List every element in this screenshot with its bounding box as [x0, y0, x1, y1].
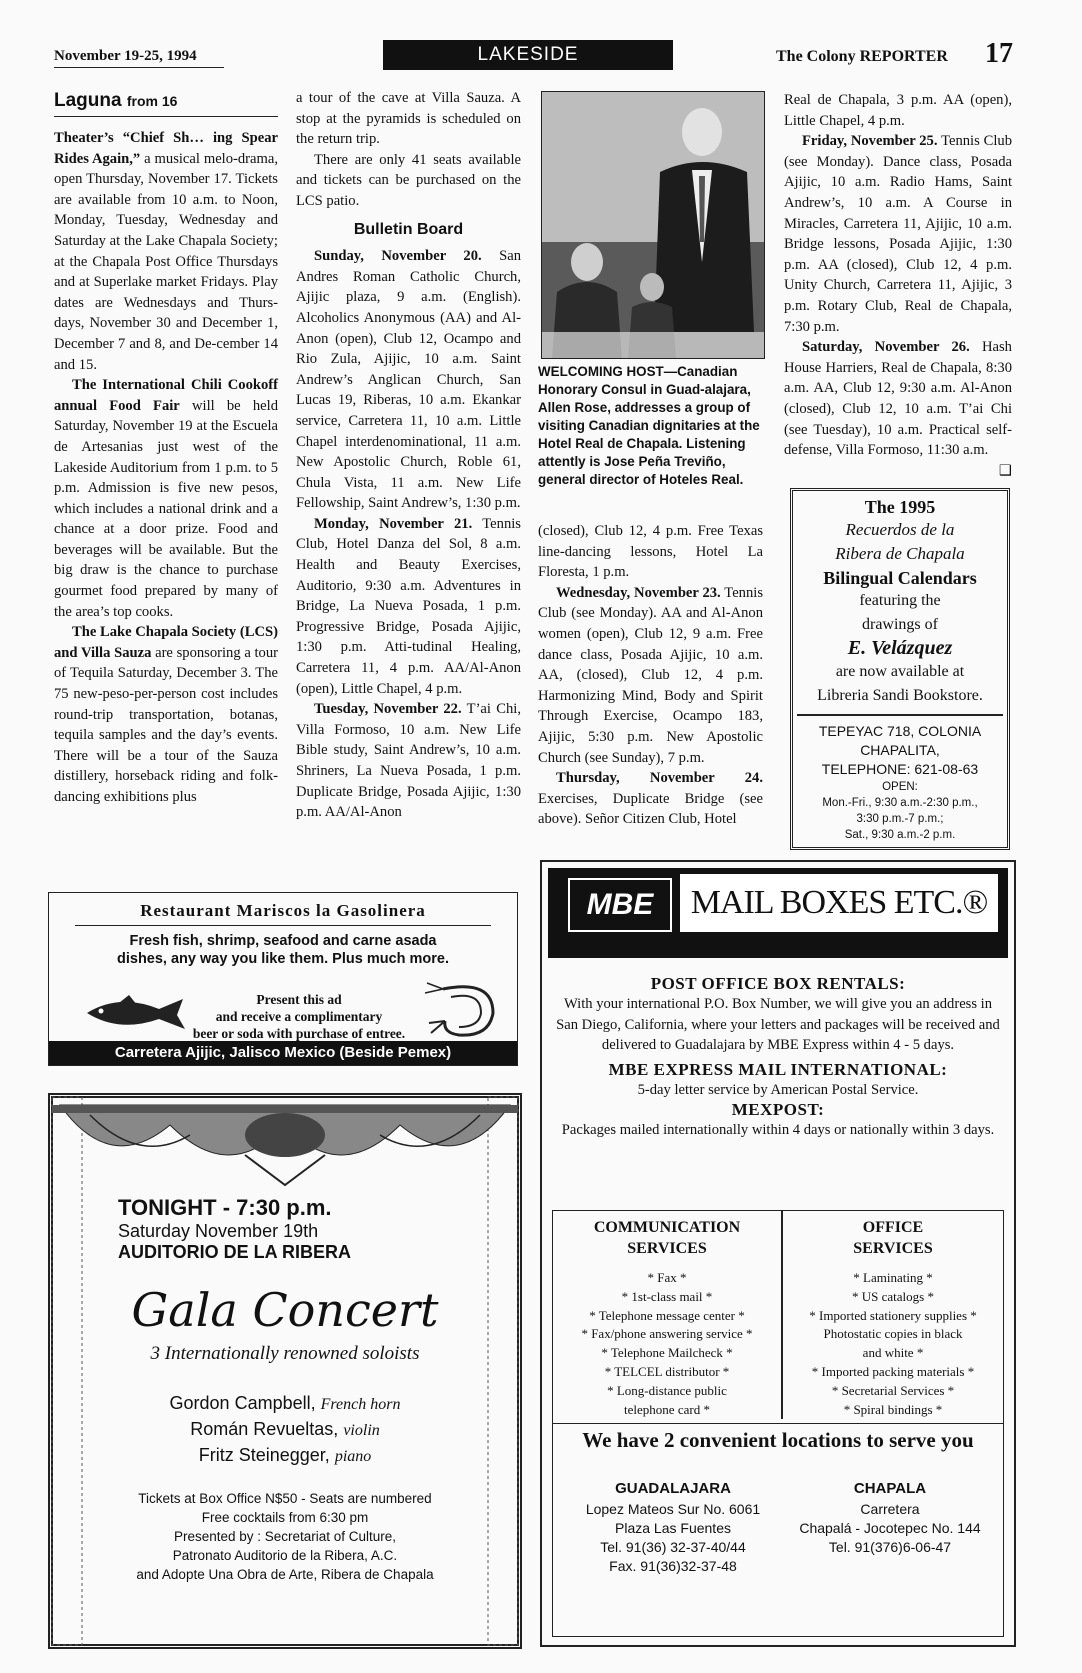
service-item: telephone card *	[624, 1401, 710, 1417]
cal-open: OPEN:	[882, 781, 918, 793]
performer-name: Gordon Campbell,	[169, 1393, 316, 1413]
service-item: * Imported stationery supplies *	[809, 1307, 977, 1323]
bulletin-entry-monday	[296, 514, 521, 699]
mbe-name: MAIL BOXES ETC.®	[680, 874, 998, 932]
cal-year: The 1995	[864, 497, 936, 517]
mbe-heading: MEXPOST:	[731, 1100, 825, 1120]
service-item: * Fax/phone answering service *	[581, 1326, 753, 1342]
concert-details	[90, 1489, 480, 1584]
services-list	[783, 1269, 1003, 1419]
performer-instrument: French horn	[320, 1396, 401, 1413]
paragraph-lead: The Lake Chapala Society (LCS) and Villa Sauza	[54, 624, 278, 661]
restaurant-offer	[179, 991, 419, 1042]
service-item: * Imported packing materials *	[811, 1363, 975, 1379]
bulletin-entry-tuesday	[296, 699, 521, 823]
cal-line: drawings of	[862, 616, 938, 633]
bulletin-day: Saturday, November 26.	[802, 339, 970, 356]
offer-line: beer or soda with purchase of entree.	[192, 1026, 406, 1041]
paragraph-text: are sponsoring a tour of Tequila Saturday, December 3. The 75 new-peso-per-person cost includes round-trip transportation, botanas, tequila samples and the day’s events. There will be a tour of the Sauza distillery, horseback riding and folk-dancing exhibitions plus	[54, 644, 279, 805]
service-item: * 1st-class mail *	[621, 1288, 713, 1304]
services-heading	[783, 1217, 1003, 1259]
bulletin-text: Exercises, Duplicate Bridge (see above). Señor Citizen Club, Hotel	[538, 790, 763, 828]
performer-instrument: violin	[343, 1422, 380, 1439]
restaurant-ad	[48, 892, 518, 1066]
bulletin-text: Tennis Club, Hotel Danza del Sol, 8 a.m. Health and Beauty Exercises, Auditorio, 9:30 a.m. Adventures in Bridge, La Nueva Posada, 1 p.m. Progressive Bridge, Posada Ajijic, 1:30 p.m. Atti-tudinal Healing, Carretera 11, 4 p.m. AA/Al-Anon (open), Little Chapel, 4 p.m.	[296, 515, 521, 697]
cal-artist: E. Velázquez	[847, 637, 953, 659]
mbe-heading: POST OFFICE BOX RENTALS:	[650, 974, 906, 993]
restaurant-tagline: Fresh fish, shrimp, seafood and carne asada	[129, 933, 437, 949]
article-paragraph: There are only 41 seats available and tickets can be purchased on the LCS patio.	[296, 151, 521, 209]
bulletin-entry-friday	[784, 131, 1012, 337]
restaurant-tagline: dishes, any way you like them. Plus much more.	[117, 951, 449, 967]
bulletin-entry-sunday	[296, 246, 521, 514]
service-item: * Secretarial Services *	[831, 1382, 955, 1398]
newspaper-name: The Colony REPORTER	[776, 48, 948, 65]
office-services	[783, 1211, 1003, 1419]
location-line: Plaza Las Fuentes	[615, 1520, 731, 1536]
location-name: GUADALAJARA	[615, 1480, 731, 1497]
services-heading	[553, 1217, 781, 1259]
cal-title-1: Recuerdos de la	[845, 520, 955, 539]
article-paragraph	[54, 128, 278, 375]
heading-line: COMMUNICATION	[593, 1219, 741, 1236]
article-paragraph	[54, 622, 278, 807]
cal-hours: Mon.-Fri., 9:30 a.m.-2:30 p.m.,	[822, 797, 978, 809]
section-title: LAKESIDE	[383, 40, 673, 70]
bulletin-day: Tuesday, November 22.	[314, 701, 462, 718]
calendar-ad	[790, 488, 1010, 850]
restaurant-location: Carretera Ajijic, Jalisco Mexico (Beside Pemex)	[49, 1041, 517, 1065]
performer-instrument: piano	[334, 1448, 372, 1465]
mbe-text: 5-day letter service by American Postal Service.	[637, 1081, 919, 1098]
cal-line: are now available at	[835, 663, 965, 680]
bulletin-text: Tennis Club (see Monday). Dance class, Posada Ajijic, 10 a.m. Radio Hams, Saint Andrew’s, 10 a.m. A Course in Miracles, Carretera 11, Ajijic, 10 a.m. Bridge lessons, Posada Ajijic, 1:30 p.m. AA (closed), Club 12, 4 p.m. Unity Church, Carretera 11, Ajijic, 3 p.m. Rotary Club, Real de Chapala, 7:30 p.m.	[784, 133, 1012, 335]
concert-venue: AUDITORIO DE LA RIBERA	[118, 1242, 352, 1262]
bulletin-entry-wednesday	[538, 583, 763, 768]
mbe-services-text	[552, 974, 1004, 1141]
service-item: * Fax *	[647, 1270, 687, 1285]
cal-line: featuring the	[859, 592, 941, 609]
service-item: * Laminating *	[853, 1270, 933, 1285]
location-name: CHAPALA	[853, 1480, 927, 1497]
performer	[90, 1391, 480, 1417]
bulletin-text: San Andres Roman Catholic Church, Ajijic plaza, 9 a.m. (English). Alcoholics Anonymous (AA) and Al-Anon (open), Club 12, Ocampo and Rio Zula, Ajijic, 10 a.m. Saint Andrew’s Anglican Church, San Lucas 19, Riberas, 10 a.m. Ekankar service, Carretera 11, 10 a.m. Little Chapel interdenominational, 11 a.m. New Apostolic Church, Roble 61, Chula Vista, 11 a.m. New Life Fellowship, Saint Andrew’s, 1:30 p.m.	[296, 248, 521, 512]
detail-line: Patronato Auditorio de la Ribera, A.C.	[172, 1548, 398, 1563]
bulletin-text: T’ai Chi, Villa Formoso, 10 a.m. New Life Bible study, Saint Andrew’s, 10 a.m. Shriners, La Nueva Posada, 1 p.m. Duplicate Bridge, Posada Ajijic, 1:30 p.m. AA/Al-Anon	[296, 701, 521, 821]
location-chapala	[785, 1479, 995, 1557]
service-item: * US catalogs *	[852, 1288, 934, 1304]
service-item: * Long-distance public	[607, 1382, 727, 1398]
service-item: and white *	[862, 1345, 924, 1361]
concert-time: TONIGHT - 7:30 p.m.	[118, 1195, 332, 1220]
cal-product: Bilingual Calendars	[823, 568, 977, 588]
offer-line: Present this ad	[256, 992, 342, 1007]
location-line: Tel. 91(376)6-06-47	[828, 1539, 952, 1555]
mbe-logo: MBE	[568, 878, 672, 932]
bulletin-board-heading: Bulletin Board	[353, 220, 464, 238]
fish-icon	[79, 989, 189, 1037]
service-item: * Spiral bindings *	[843, 1401, 943, 1417]
article-column-3	[538, 521, 763, 830]
shrimp-icon	[423, 979, 503, 1043]
mbe-text: With your international P.O. Box Number, we will give you an address in San Diego, California, where your letters and packages will be received and delivered to Guadalajara by MBE Express within 4 - 5 days.	[556, 996, 1000, 1054]
detail-line: Free cocktails from 6:30 pm	[201, 1510, 369, 1525]
end-mark-icon: ❑	[998, 462, 1012, 479]
concert-date: Saturday November 19th	[118, 1221, 319, 1241]
photo-welcoming-host	[541, 91, 765, 359]
services-list	[553, 1269, 781, 1419]
cal-hours: 3:30 p.m.-7 p.m.;	[856, 813, 944, 825]
service-item: * Telephone message center *	[589, 1307, 745, 1323]
service-item: * TELCEL distributor *	[604, 1363, 730, 1379]
photo-caption: WELCOMING HOST—Canadian Honorary Consul in Guad-alajara, Allen Rose, addresses a group of visiting Canadian dignitaries at the Hotel Real de Chapala. Listening attently is Jose Peña Treviño, general director of Hoteles Real.	[538, 364, 760, 487]
article-column-1	[54, 128, 278, 808]
bulletin-continued: (closed), Club 12, 4 p.m. Free Texas line-dancing lessons, Hotel La Floresta, 1 p.m.	[538, 523, 763, 581]
performer	[90, 1417, 480, 1443]
performer-name: Fritz Steinegger,	[198, 1445, 330, 1465]
bulletin-continued: Real de Chapala, 3 p.m. AA (open), Little Chapel, 4 p.m.	[784, 92, 1012, 129]
communication-services	[553, 1211, 783, 1419]
bulletin-text: Hash House Harriers, Real de Chapala, 8:30 a.m. AA, Club 12, 9:30 a.m. Al-Anon (closed), Club 12, 10 a.m. T’ai Chi (see Tuesday), 10 a.m. Practical self-defense, Villa Formoso, 11:30 a.m.	[784, 339, 1012, 459]
bulletin-day: Thursday, November 24.	[556, 770, 763, 787]
performers-list	[90, 1391, 480, 1469]
cal-title-2: Ribera de Chapala	[835, 544, 965, 563]
bulletin-day: Friday, November 25.	[802, 133, 938, 150]
cal-hours: Sat., 9:30 a.m.-2 p.m.	[844, 829, 956, 841]
location-guadalajara	[563, 1479, 783, 1576]
heading-line: SERVICES	[627, 1240, 707, 1257]
page-number: 17	[985, 38, 1013, 69]
article-headline	[54, 90, 278, 117]
location-line: Lopez Mateos Sur No. 6061	[585, 1501, 761, 1517]
concert-ad	[48, 1093, 522, 1649]
headline-continued: from 16	[126, 93, 178, 109]
article-paragraph: a tour of the cave at Villa Sauza. A stop at the pyramids is scheduled on the return trip.	[296, 90, 521, 148]
detail-line: Tickets at Box Office N$50 - Seats are numbered	[138, 1491, 432, 1506]
detail-line: and Adopte Una Obra de Arte, Ribera de Chapala	[136, 1567, 434, 1582]
performer	[90, 1443, 480, 1469]
headline-text: Laguna	[54, 90, 122, 111]
mbe-text: Packages mailed internationally within 4 days or nationally within 3 days.	[561, 1122, 995, 1139]
bulletin-day: Monday, November 21.	[314, 515, 473, 532]
bulletin-day: Sunday, November 20.	[314, 248, 482, 265]
concert-title: Gala Concert	[131, 1283, 439, 1337]
article-paragraph	[54, 375, 278, 622]
location-line: Carretera	[860, 1501, 920, 1517]
photo-illustration	[542, 92, 764, 358]
paragraph-text: a musical melo-drama, open Thursday, November 17. Tickets are available from 10 a.m. to Noon, Monday, Tuesday, Wednesday and Saturday at the Lake Chapala Society; at the Chapala Post Office Thursdays and at Superlake market Fridays. Play dates are Wednesdays and Thurs-days, November 30 and December 1, December 7 and 8, and De-cember 14 and 15.	[54, 150, 278, 373]
bulletin-day: Wednesday, November 23.	[556, 584, 721, 601]
location-line: Chapalá - Jocotepec No. 144	[799, 1520, 981, 1536]
concert-subtitle: 3 Internationally renowned soloists	[150, 1343, 420, 1364]
offer-line: and receive a complimentary	[215, 1009, 383, 1024]
location-line: Fax. 91(36)32-37-48	[609, 1558, 737, 1574]
paragraph-text: will be held Saturday, November 19 at the Escuela de Artesanias just west of the Lakeside Auditorium from 1 p.m. to 5 p.m. Admission is five new pesos, which includes a national drink and a chance at a door prize. Food and beverages will be available. But the big draw is the chance to purchase gourmet food prepared by many of the area’s top cooks.	[54, 397, 278, 620]
mbe-heading: MBE EXPRESS MAIL INTERNATIONAL:	[608, 1059, 948, 1079]
location-line: Tel. 91(36) 32-37-40/44	[600, 1539, 746, 1555]
restaurant-name: Restaurant Mariscos la Gasolinera	[75, 901, 491, 926]
heading-line: SERVICES	[853, 1240, 933, 1257]
service-item: Photostatic copies in black	[823, 1326, 963, 1342]
mbe-banner	[548, 868, 1008, 958]
performer-name: Román Revueltas,	[190, 1419, 339, 1439]
paragraph-lead: The International Chili Cookoff annual Food Fair	[54, 377, 278, 414]
mbe-services-box	[552, 1210, 1004, 1637]
heading-line: OFFICE	[862, 1219, 924, 1236]
cal-store: Libreria Sandi Bookstore.	[817, 687, 983, 704]
cal-phone: TELEPHONE: 621-08-63	[821, 761, 979, 777]
bulletin-entry-thursday	[538, 768, 763, 830]
cal-address: CHAPALITA,	[860, 742, 940, 758]
paragraph-lead: Theater’s “Chief Sh… ing Spear Rides Again,”	[54, 130, 278, 167]
mail-boxes-etc-ad	[540, 860, 1016, 1647]
locations-heading: We have 2 convenient locations to serve you	[553, 1423, 1003, 1453]
issue-date: November 19-25, 1994	[54, 48, 224, 68]
cal-address: TEPEYAC 718, COLONIA	[818, 723, 982, 739]
article-column-2	[296, 88, 521, 823]
bulletin-text: Tennis Club (see Monday). AA and Al-Anon women (open), Club 12, 9 a.m. Free dance class, Posada Ajijic, 10 a.m. AA, (closed), Club 12, 4 p.m. Harmonizing Mind, Body and Spirit Through Exercise, Ocampo 183, Ajijic, 5:30 p.m. New Apostolic Church (see Sunday), 7 p.m.	[538, 584, 763, 766]
mbe-services-split	[553, 1211, 1003, 1419]
service-item: * Telephone Mailcheck *	[601, 1345, 733, 1361]
divider	[797, 714, 1003, 716]
concert-content	[90, 1195, 480, 1637]
bulletin-entry-saturday	[784, 337, 1012, 479]
article-column-4	[784, 90, 1012, 481]
detail-line: Presented by : Secretariat of Culture,	[173, 1529, 397, 1544]
